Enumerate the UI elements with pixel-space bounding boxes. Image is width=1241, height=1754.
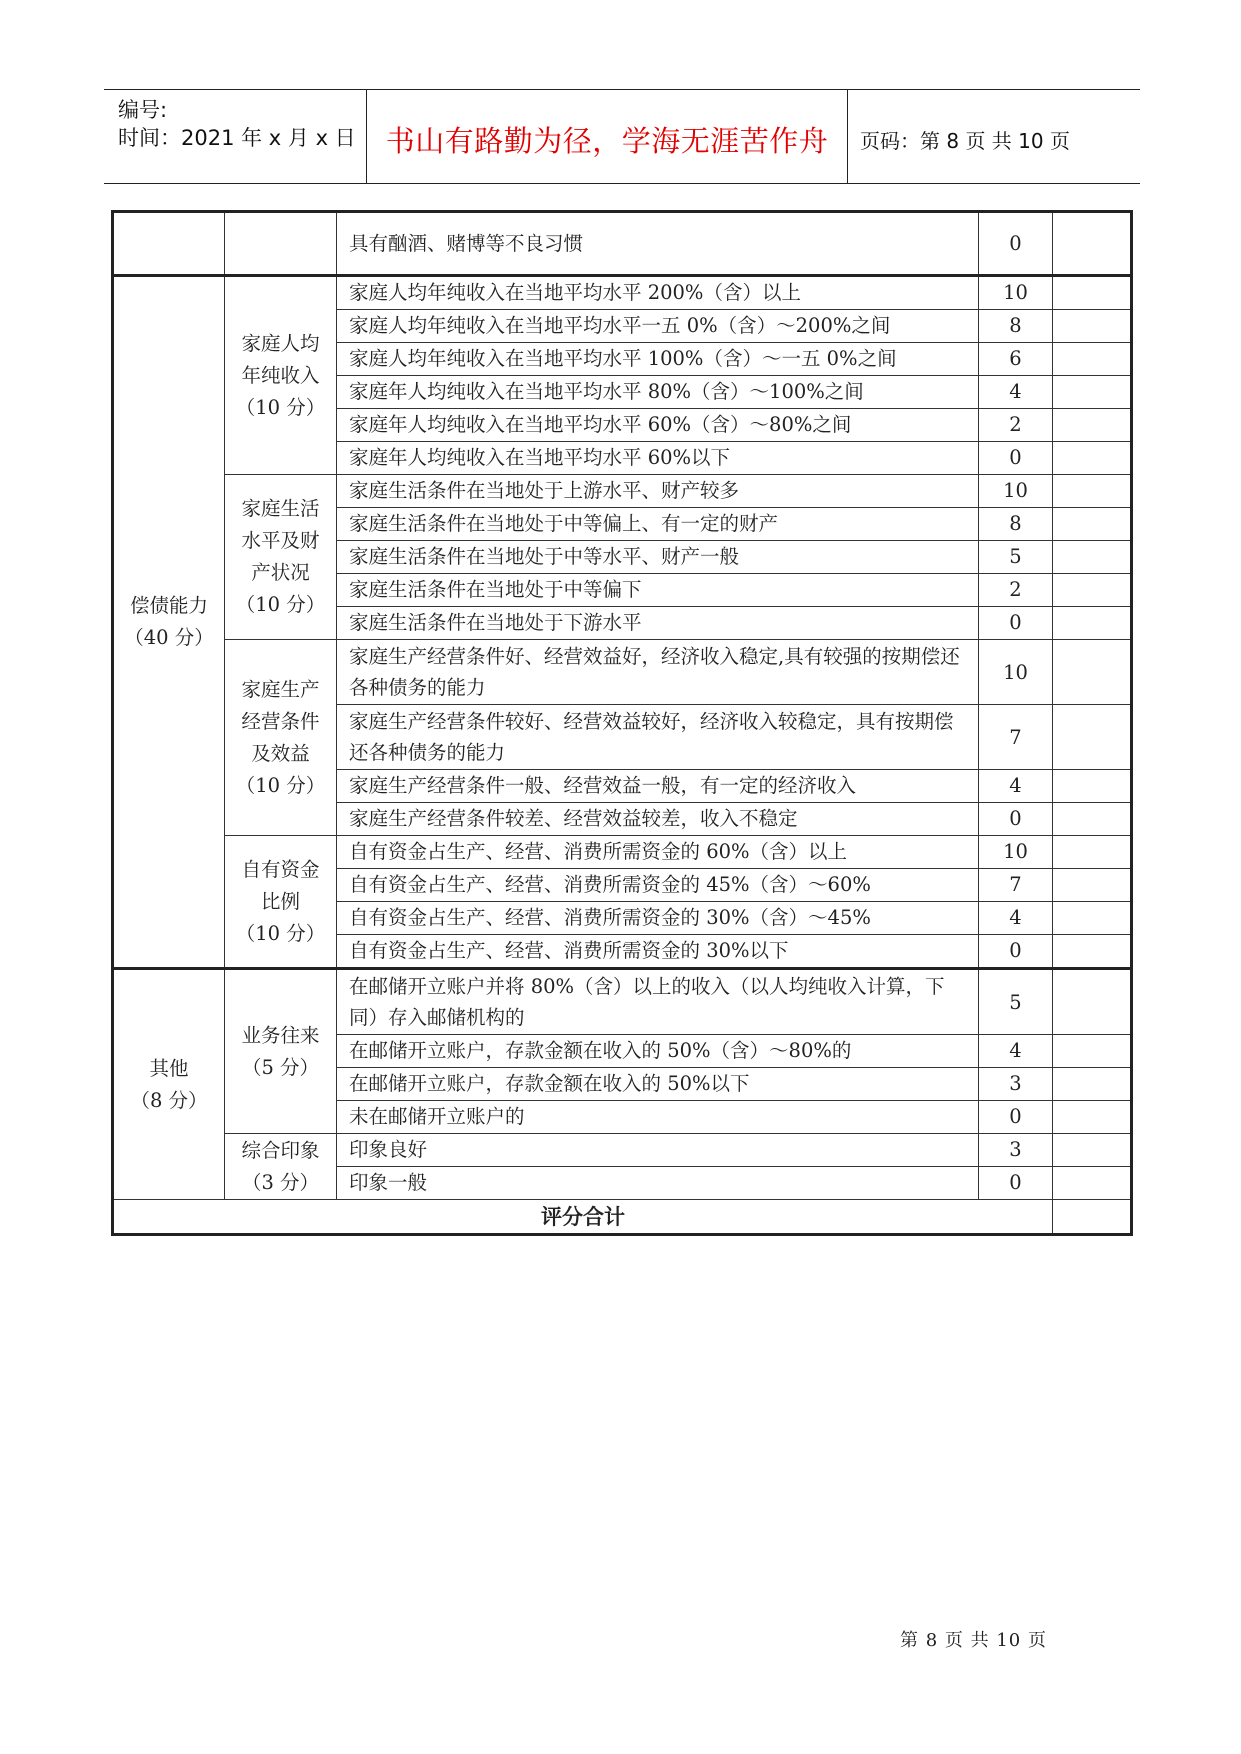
total-label: 评分合计 [113, 1200, 1053, 1235]
subcategory-label: 水平及财 [241, 529, 320, 552]
score-entry-cell[interactable] [1053, 607, 1132, 640]
score-entry-cell[interactable] [1053, 969, 1132, 1035]
document-date: 时间：2021 年 x 月 x 日 [118, 126, 356, 150]
subcategory-cell [225, 212, 337, 276]
criterion-score: 5 [979, 541, 1053, 574]
criterion-score: 3 [979, 1134, 1053, 1167]
subcategory-points: （3 分） [241, 1170, 320, 1194]
header-motto-cell [366, 90, 848, 183]
criterion-score: 10 [979, 836, 1053, 869]
score-entry-cell[interactable] [1053, 1167, 1132, 1200]
criterion-text: 印象一般 [337, 1167, 979, 1200]
criterion-score: 8 [979, 310, 1053, 343]
criterion-score: 5 [979, 969, 1053, 1035]
criterion-score: 4 [979, 1035, 1053, 1068]
criterion-score: 0 [979, 607, 1053, 640]
criterion-score: 0 [979, 442, 1053, 475]
table-row [113, 969, 1132, 1035]
header-motto: 书山有路勤为径，学海无涯苦作舟 [385, 124, 829, 158]
criterion-score: 10 [979, 640, 1053, 705]
subcategory-label: 业务往来 [241, 1023, 320, 1047]
subcategory-business [225, 640, 337, 836]
subcategory-points: （5 分） [241, 1055, 320, 1079]
score-entry-cell[interactable] [1053, 705, 1132, 770]
table-row [113, 276, 1132, 310]
criterion-text: 自有资金占生产、经营、消费所需资金的 60%（含）以上 [337, 836, 979, 869]
subcategory-label: 综合印象 [241, 1138, 320, 1162]
criterion-text: 家庭生产经营条件较差、经营效益较差，收入不稳定 [337, 803, 979, 836]
total-score-cell[interactable] [1053, 1200, 1132, 1235]
subcategory-income [225, 276, 337, 475]
criterion-text: 家庭人均年纯收入在当地平均水平 100%（含）～一五 0%之间 [337, 343, 979, 376]
score-entry-cell[interactable] [1053, 1101, 1132, 1134]
criterion-text: 家庭年人均纯收入在当地平均水平 60%以下 [337, 442, 979, 475]
criterion-text: 家庭生活条件在当地处于上游水平、财产较多 [337, 475, 979, 508]
score-entry-cell[interactable] [1053, 869, 1132, 902]
score-entry-cell[interactable] [1053, 475, 1132, 508]
criterion-score: 4 [979, 770, 1053, 803]
subcategory-points: （10 分） [235, 593, 326, 616]
criterion-text: 自有资金占生产、经营、消费所需资金的 30%（含）～45% [337, 902, 979, 935]
score-entry-cell[interactable] [1053, 836, 1132, 869]
category-points: （40 分） [124, 626, 214, 649]
criterion-score: 10 [979, 276, 1053, 310]
total-row [113, 1200, 1132, 1235]
subcategory-overall-impression [225, 1134, 337, 1200]
category-other [113, 969, 225, 1200]
score-entry-cell[interactable] [1053, 409, 1132, 442]
subcategory-label: 家庭人均 [241, 331, 320, 355]
header-page-number: 页码：第 8 页 共 10 页 [860, 129, 1070, 153]
category-debt-capacity [113, 276, 225, 969]
score-entry-cell[interactable] [1053, 1068, 1132, 1101]
subcategory-points: （10 分） [235, 395, 326, 419]
criterion-score: 0 [979, 935, 1053, 969]
table-row [113, 475, 1132, 508]
page-footer-number: 第 8 页 共 10 页 [900, 1630, 1047, 1651]
score-entry-cell[interactable] [1053, 541, 1132, 574]
table-row [113, 212, 1132, 276]
score-entry-cell[interactable] [1053, 508, 1132, 541]
subcategory-label: 经营条件 [241, 709, 320, 733]
criterion-text: 印象良好 [337, 1134, 979, 1167]
criterion-score: 7 [979, 869, 1053, 902]
subcategory-own-capital [225, 836, 337, 969]
criterion-text: 在邮储开立账户，存款金额在收入的 50%以下 [337, 1068, 979, 1101]
criterion-text: 家庭生产经营条件好、经营效益好，经济收入稳定,具有较强的按期偿还各种债务的能力 [337, 640, 979, 705]
document-number: 编号: [118, 98, 168, 122]
subcategory-points: （10 分） [235, 773, 326, 797]
criterion-text: 具有酗酒、赌博等不良习惯 [337, 212, 979, 276]
criterion-text: 家庭生活条件在当地处于中等水平、财产一般 [337, 541, 979, 574]
score-entry-cell[interactable] [1053, 376, 1132, 409]
category-label: 其他 [149, 1056, 189, 1080]
score-entry-cell[interactable] [1053, 770, 1132, 803]
score-entry-cell[interactable] [1053, 343, 1132, 376]
subcategory-label: 比例 [260, 889, 300, 913]
subcategory-label: 自有资金 [241, 857, 320, 881]
criterion-score: 4 [979, 376, 1053, 409]
category-points: （8 分） [130, 1088, 208, 1112]
category-cell [113, 212, 225, 276]
criterion-score: 7 [979, 705, 1053, 770]
criterion-score: 0 [979, 1101, 1053, 1134]
scoring-table [111, 210, 1133, 1236]
criterion-score: 2 [979, 409, 1053, 442]
score-entry-cell[interactable] [1053, 902, 1132, 935]
subcategory-label: 家庭生产 [241, 677, 320, 701]
header-page-cell [848, 90, 1140, 183]
table-row [113, 640, 1132, 705]
subcategory-living-standard [225, 475, 337, 640]
score-entry-cell[interactable] [1053, 1134, 1132, 1167]
criterion-text: 家庭生活条件在当地处于中等偏下 [337, 574, 979, 607]
criterion-text: 在邮储开立账户，存款金额在收入的 50%（含）～80%的 [337, 1035, 979, 1068]
criterion-score: 3 [979, 1068, 1053, 1101]
score-entry-cell[interactable] [1053, 574, 1132, 607]
criterion-text: 家庭年人均纯收入在当地平均水平 60%（含）～80%之间 [337, 409, 979, 442]
criterion-text: 未在邮储开立账户的 [337, 1101, 979, 1134]
subcategory-points: （10 分） [235, 921, 326, 945]
criterion-score: 8 [979, 508, 1053, 541]
score-entry-cell[interactable] [1053, 310, 1132, 343]
subcategory-label: 及效益 [251, 741, 310, 765]
criterion-text: 在邮储开立账户并将 80%（含）以上的收入（以人均纯收入计算，下同）存入邮储机构的 [337, 969, 979, 1035]
criterion-score: 2 [979, 574, 1053, 607]
criterion-text: 自有资金占生产、经营、消费所需资金的 30%以下 [337, 935, 979, 969]
score-entry-cell[interactable] [1053, 276, 1132, 310]
criterion-text: 自有资金占生产、经营、消费所需资金的 45%（含）～60% [337, 869, 979, 902]
criterion-score: 0 [979, 212, 1053, 276]
criterion-score: 0 [979, 803, 1053, 836]
criterion-text: 家庭生活条件在当地处于中等偏上、有一定的财产 [337, 508, 979, 541]
category-label: 偿债能力 [129, 594, 208, 617]
criterion-text: 家庭生产经营条件一般、经营效益一般，有一定的经济收入 [337, 770, 979, 803]
subcategory-label: 家庭生活 [241, 497, 320, 520]
table-row [113, 836, 1132, 869]
header-info-cell [104, 90, 366, 183]
criterion-text: 家庭年人均纯收入在当地平均水平 80%（含）～100%之间 [337, 376, 979, 409]
score-entry-cell[interactable] [1053, 212, 1132, 276]
subcategory-label: 产状况 [251, 561, 310, 584]
criterion-score: 4 [979, 902, 1053, 935]
table-row [113, 1134, 1132, 1167]
score-entry-cell[interactable] [1053, 803, 1132, 836]
criterion-text: 家庭生产经营条件较好、经营效益较好，经济收入较稳定，具有按期偿还各种债务的能力 [337, 705, 979, 770]
criterion-score: 0 [979, 1167, 1053, 1200]
page-header [104, 89, 1140, 184]
score-entry-cell[interactable] [1053, 640, 1132, 705]
criterion-text: 家庭人均年纯收入在当地平均水平一五 0%（含）～200%之间 [337, 310, 979, 343]
criterion-text: 家庭人均年纯收入在当地平均水平 200%（含）以上 [337, 276, 979, 310]
criterion-score: 6 [979, 343, 1053, 376]
score-entry-cell[interactable] [1053, 1035, 1132, 1068]
subcategory-business-dealings [225, 969, 337, 1134]
criterion-score: 10 [979, 475, 1053, 508]
score-entry-cell[interactable] [1053, 442, 1132, 475]
subcategory-label: 年纯收入 [241, 363, 320, 387]
criterion-text: 家庭生活条件在当地处于下游水平 [337, 607, 979, 640]
score-entry-cell[interactable] [1053, 935, 1132, 969]
